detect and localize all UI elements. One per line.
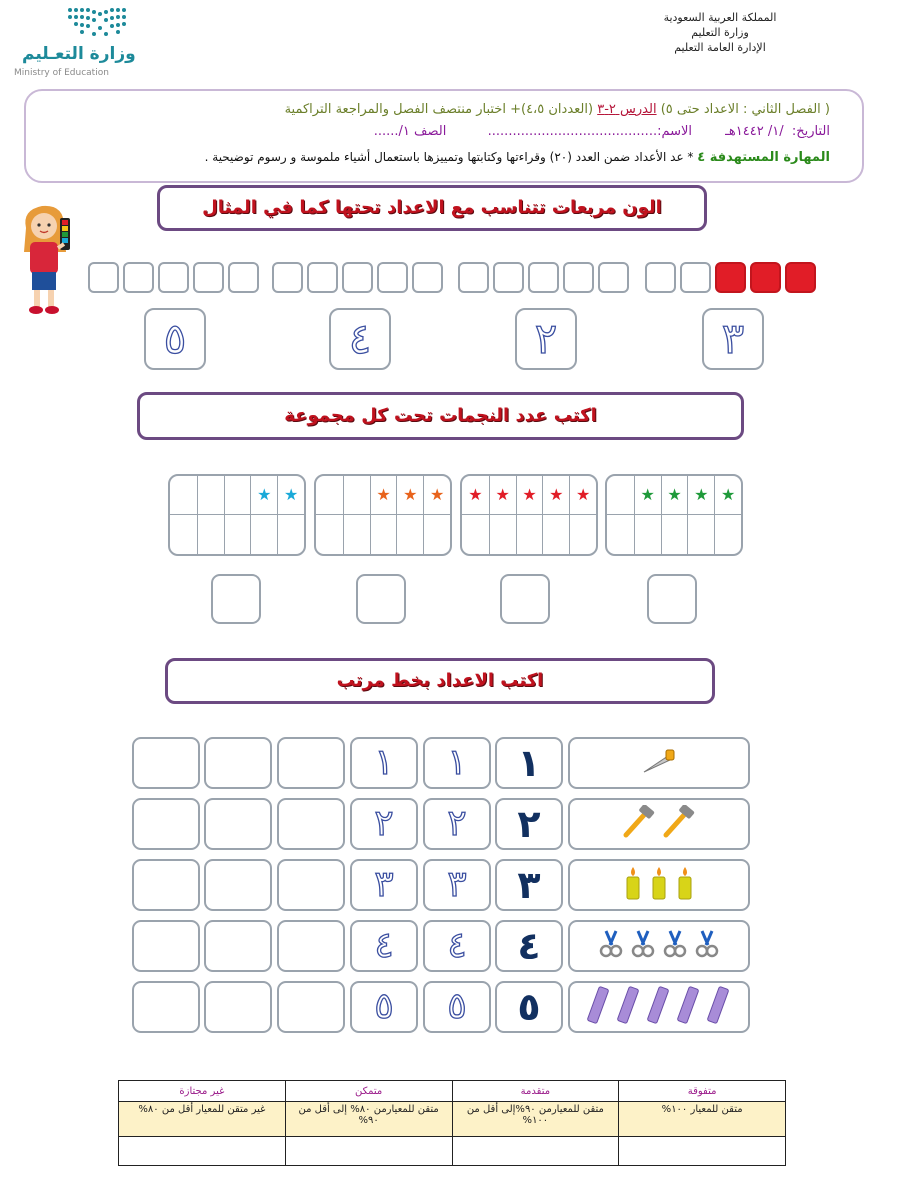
frame-cell (343, 476, 370, 515)
ministry-header (630, 10, 810, 55)
frame-cell (170, 515, 197, 554)
square-box[interactable] (228, 262, 259, 293)
hammer-icon (662, 805, 696, 843)
star-icon: ★ (495, 485, 510, 504)
star-icon: ★ (575, 485, 591, 504)
ruler-icon (647, 985, 671, 1029)
frame-cell (197, 515, 224, 554)
dotted-digit: ٣ (374, 864, 394, 905)
frame-cell (423, 476, 450, 515)
dotted-digit: ٥ (163, 314, 187, 363)
rubric-cell[interactable] (119, 1137, 286, 1166)
frame-cell (396, 515, 423, 554)
lesson-detail-text: (العددان ٤،٥)+ اختبار منتصف الفصل والمراجعة التراكمية (284, 102, 594, 117)
picture-box (568, 920, 750, 972)
number-glyph: ٣ (517, 863, 541, 907)
frame-cell (714, 515, 741, 554)
trace-box[interactable] (350, 859, 418, 911)
dotted-digit: ٥ (374, 986, 394, 1027)
square-box[interactable] (123, 262, 154, 293)
frame-cell (634, 476, 661, 515)
frame-cell (569, 476, 596, 515)
write-box[interactable] (132, 859, 200, 911)
rubric-description: متقن للمعيار ١٠٠% (619, 1102, 786, 1137)
write-box[interactable] (277, 798, 345, 850)
square-box[interactable] (412, 262, 443, 293)
frame-cell (462, 515, 489, 554)
frame-cell (542, 476, 569, 515)
frame-cell (516, 476, 543, 515)
section2-title: اكتب عدد النجمات تحت كل مجموعة (137, 392, 744, 440)
write-box[interactable] (132, 798, 200, 850)
chapter-text: ( الفصل الثاني : الاعداد حتى ٥) (660, 102, 830, 117)
number-glyph: ٤ (517, 924, 541, 968)
frame-cell (250, 476, 277, 515)
dotted-digit: ٢ (534, 314, 558, 363)
frame-cell (250, 515, 277, 554)
dotted-digit: ٤ (447, 925, 467, 966)
star-icon: ★ (283, 485, 299, 504)
square-box[interactable] (458, 262, 489, 293)
dotted-digit: ٣ (721, 314, 745, 363)
dotted-digit: ٢ (374, 803, 394, 844)
ten-frame-4 (168, 474, 306, 556)
write-box[interactable] (204, 859, 272, 911)
picture-box (568, 798, 750, 850)
answer-box[interactable] (211, 574, 261, 624)
star-icon: ★ (403, 485, 418, 504)
frame-cell (197, 476, 224, 515)
dotted-digit: ١ (374, 742, 394, 783)
star-icon: ★ (667, 485, 682, 504)
trace-box[interactable] (350, 981, 418, 1033)
write-box[interactable] (277, 859, 345, 911)
star-icon: ★ (522, 485, 537, 504)
digit-box (144, 308, 206, 370)
ministry-text: وزارة التعليم (691, 26, 749, 39)
square-box[interactable] (598, 262, 629, 293)
dotted-digit: ٢ (447, 803, 467, 844)
square-box[interactable] (680, 262, 711, 293)
frame-cell (316, 476, 343, 515)
grade-field: الصف ١/...... (373, 124, 447, 139)
frame-cell (370, 476, 397, 515)
number-box (495, 798, 563, 850)
rubric-table (118, 1080, 786, 1166)
ten-frame-3 (314, 474, 452, 556)
rubric-description: متقن للمعيارمن ٨٠% إلى أقل من ٩٠% (285, 1102, 452, 1137)
answer-box[interactable] (356, 574, 406, 624)
picture-box (568, 981, 750, 1033)
star-icon: ★ (549, 485, 564, 504)
square-box[interactable] (88, 262, 119, 293)
rubric-cell[interactable] (619, 1137, 786, 1166)
frame-cell (224, 476, 251, 515)
answer-box[interactable] (647, 574, 697, 624)
write-box[interactable] (132, 981, 200, 1033)
ruler-icon (677, 985, 701, 1029)
square-box-filled[interactable] (785, 262, 816, 293)
candle-icon (675, 865, 695, 905)
hammer-icon (622, 805, 656, 843)
trace-box[interactable] (423, 798, 491, 850)
rubric-header: متمكن (285, 1081, 452, 1102)
square-box[interactable] (272, 262, 303, 293)
ruler-icon (617, 985, 641, 1029)
section1-title: الون مربعات تتناسب مع الاعداد تحتها كما في المثال (157, 185, 707, 231)
rubric-header: متقدمة (452, 1081, 619, 1102)
rubric-header: متفوقة (619, 1081, 786, 1102)
scissors-icon (662, 929, 688, 963)
logo-english-text: Ministry of Education (14, 68, 109, 78)
dotted-digit: ٣ (447, 864, 467, 905)
write-box[interactable] (132, 737, 200, 789)
trace-box[interactable] (423, 859, 491, 911)
square-box-filled[interactable] (715, 262, 746, 293)
frame-cell (489, 515, 516, 554)
frame-cell (224, 515, 251, 554)
square-box[interactable] (193, 262, 224, 293)
write-box[interactable] (277, 737, 345, 789)
frame-cell (396, 476, 423, 515)
number-glyph: ٥ (517, 985, 541, 1029)
lesson-text: الدرس ٢-٣ (597, 102, 657, 117)
trace-box[interactable] (423, 920, 491, 972)
dotted-digit: ٤ (374, 925, 394, 966)
write-box[interactable] (204, 981, 272, 1033)
square-box[interactable] (563, 262, 594, 293)
star-icon: ★ (468, 485, 483, 504)
number-glyph: ٢ (517, 802, 541, 846)
number-box (495, 859, 563, 911)
frame-cell (607, 476, 634, 515)
rubric-cell[interactable] (452, 1137, 619, 1166)
dotted-digit: ٥ (447, 986, 467, 1027)
write-box[interactable] (132, 920, 200, 972)
student-line (374, 124, 830, 139)
ruler-icon (587, 985, 611, 1029)
star-icon: ★ (257, 485, 272, 504)
trace-box[interactable] (350, 798, 418, 850)
picture-box (568, 859, 750, 911)
scissors-icon (630, 929, 656, 963)
star-icon: ★ (429, 485, 445, 504)
logo-arabic-text: وزارة التعـليم (22, 44, 136, 64)
frame-cell (569, 515, 596, 554)
frame-cell (277, 476, 304, 515)
frame-cell (516, 515, 543, 554)
trace-box[interactable] (350, 737, 418, 789)
ruler-icon (707, 985, 731, 1029)
picture-box (568, 737, 750, 789)
frame-cell (542, 515, 569, 554)
write-box[interactable] (204, 737, 272, 789)
scissors-icon (598, 929, 624, 963)
number-box (495, 920, 563, 972)
girl-illustration (12, 200, 84, 318)
frame-cell (687, 515, 714, 554)
frame-cell (661, 515, 688, 554)
star-icon: ★ (376, 485, 391, 504)
scissors-icon (694, 929, 720, 963)
trace-box[interactable] (423, 737, 491, 789)
saw-icon (642, 746, 676, 780)
number-glyph: ١ (517, 741, 541, 785)
candle-icon (623, 865, 643, 905)
date-field: التاريخ: /١/ ١٤٤٢هـ (725, 124, 830, 139)
square-box[interactable] (158, 262, 189, 293)
rubric-cell[interactable] (285, 1137, 452, 1166)
square-box[interactable] (307, 262, 338, 293)
kingdom-text: المملكة العربية السعودية (663, 11, 777, 24)
star-icon: ★ (694, 485, 709, 504)
frame-cell (462, 476, 489, 515)
skill-text: * عد الأعداد ضمن العدد (٢٠) وقراءتها وكتابتها وتمييزها باستعمال أشياء ملموسة و رسوم توضيحية . (204, 150, 694, 164)
dotted-digit: ١ (447, 742, 467, 783)
trace-box[interactable] (423, 981, 491, 1033)
star-icon: ★ (640, 485, 655, 504)
section3-title: اكتب الاعداد بخط مرتب (165, 658, 715, 704)
lesson-line (285, 102, 830, 117)
frame-cell (343, 515, 370, 554)
rubric-header: غير مجتازة (119, 1081, 286, 1102)
frame-cell (661, 476, 688, 515)
name-field: الاسم:......................................... (487, 124, 693, 139)
digit-box (329, 308, 391, 370)
frame-cell (607, 515, 634, 554)
ten-frame-1 (605, 474, 743, 556)
square-box-filled[interactable] (750, 262, 781, 293)
frame-cell (170, 476, 197, 515)
rubric-description: متقن للمعيارمن ٩٠%إلى أقل من ١٠٠% (452, 1102, 619, 1137)
skill-line (205, 150, 830, 165)
write-box[interactable] (204, 798, 272, 850)
frame-cell (714, 476, 741, 515)
square-box[interactable] (493, 262, 524, 293)
dotted-digit: ٤ (348, 314, 372, 363)
trace-box[interactable] (350, 920, 418, 972)
digit-box (515, 308, 577, 370)
star-icon: ★ (720, 485, 736, 504)
square-box[interactable] (528, 262, 559, 293)
rubric-description: غير متقن للمعيار أقل من ٨٠% (119, 1102, 286, 1137)
number-box (495, 737, 563, 789)
square-box[interactable] (377, 262, 408, 293)
answer-box[interactable] (500, 574, 550, 624)
candle-icon (649, 865, 669, 905)
frame-cell (489, 476, 516, 515)
frame-cell (423, 515, 450, 554)
frame-cell (316, 515, 343, 554)
directorate-text: الإدارة العامة التعليم (674, 41, 766, 54)
square-box[interactable] (645, 262, 676, 293)
skill-label: المهارة المستهدفة ٤ (697, 150, 830, 165)
number-box (495, 981, 563, 1033)
ten-frame-2 (460, 474, 598, 556)
frame-cell (634, 515, 661, 554)
square-box[interactable] (342, 262, 373, 293)
write-box[interactable] (277, 920, 345, 972)
frame-cell (687, 476, 714, 515)
digit-box (702, 308, 764, 370)
frame-cell (370, 515, 397, 554)
frame-cell (277, 515, 304, 554)
write-box[interactable] (277, 981, 345, 1033)
write-box[interactable] (204, 920, 272, 972)
